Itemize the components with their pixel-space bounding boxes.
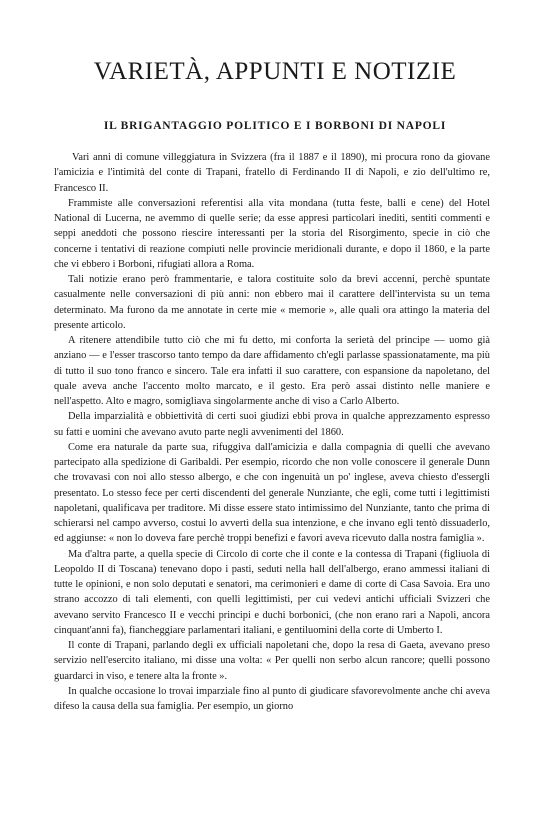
paragraph: Frammiste alle conversazioni referentisi alla vita mondana (tutta feste, balli e cene) del Hotel National di Lucerna, ne avemmo di quelle serie; da esse appresi particolari inediti, sentiti commenti e seppi aneddoti che possono riescire interessanti per la storia del Risorgimento, specie in ciò che concerne i tentativi di reazione compiuti nelle provincie meridionali durante, e dopo il 1860, e la parte che vi ebbero i Borboni, rifugiati allora a Roma. [54,197,490,270]
paragraph: Della imparzialità e obbiettività di certi suoi giudizi ebbi prova in qualche apprezzamento espresso su fatti e uomini che avevano avuto parte negli avvenimenti del 1860. [54,411,490,438]
paragraph: Il conte di Trapani, parlando degli ex ufficiali napoletani che, dopo la resa di Gaeta, avevano preso servizio nell'esercito italiano, mi disse una volta: « Per quelli non serbo alcun rancore; quelli possono guardarci in viso, e tenere alta la fronte ». [54,640,490,682]
paragraph: A ritenere attendibile tutto ciò che mi fu detto, mi conforta la serietà del principe — uomo già anziano — e l'esser trascorso tanto tempo da dare affidamento ch'egli parlasse spassionatamente, ma più di tutto il suo tono franco e sincero. Tale era infatti il suo carattere, con espansione da napoletano, del quale aveva anche l'accento molto marcato, e il gesto. Era però assai distinto nelle maniere e nell'aspetto. Alto e magro, somigliava singolarmente anche di viso a Carlo Alberto. [54,335,490,407]
paragraph: Tali notizie erano però frammentarie, e talora costituite solo da brevi accenni, perchè spuntate casualmente nelle conversazioni di più anni: non ebbero mai il carattere dell'intervista su un tema determinato. Ma furono da me annotate in certe mie « memorie », alle quali ora attingo la materia del presente articolo. [54,274,490,331]
paragraph: Come era naturale da parte sua, rifuggiva dall'amicizia e dalla compagnia di quelli che avevano partecipato alla spedizione di Garibaldi. Per esempio, ricordo che non volle conoscere il generale Dunn che trovavasi con noi allo stesso albergo, e che con ingenuità un po' inglese, aveva chiesto d'essergli presentato. Lo stesso fece per certi discendenti del generale Nunziante, che egli, come tutti i legittimisti napoletani, qualificava per traditore. Mi disse essere stato intimissimo del Nunziante, tanto che prima di schierarsi nel campo avverso, costui lo avvertì della sua intenzione, e che invano egli tentò dissuaderlo, ed aggiunse: « non lo doveva fare perchè troppi benefizi e favori aveva ricevuto dalla nostra famiglia ». [54,441,490,545]
page-title: VARIETÀ, APPUNTI E NOTIZIE [93,58,457,85]
paragraph: Ma d'altra parte, a quella specie di Circolo di corte che il conte e la contessa di Trapani (figliuola di Leopoldo II di Toscana) tenevano dopo i pasti, seduti nella hall dell'albergo, erano ammessi italiani di tutte le opinioni, e non solo deputati e senatori, ma cerimonieri e dame di corte di Casa Savoia. Era uno strano accozzo di tali elementi, con quelli legittimisti, per cui vedevi antichi ufficiali Svizzeri che avevano servito Francesco II e vecchi principi e duchi borbonici, (che non erano rari a Napoli, ancora cinquant'anni fa), fiancheggiare parlamentari italiani, e gentiluomini della corte di Umberto I. [54,548,490,636]
article-body [54,150,490,714]
article-title: IL BRIGANTAGGIO POLITICO E I BORBONI DI NAPOLI [103,120,447,132]
paragraph: In qualche occasione lo trovai imparziale fino al punto di giudicare sfavorevolmente anche chi aveva difeso la causa della sua famiglia. Per esempio, un giorno [54,685,490,712]
paragraph: Vari anni di comune villeggiatura in Svizzera (fra il 1887 e il 1890), mi procura rono da giovane l'amicizia e l'intimità del conte di Trapani, fratello di Ferdinando II di Napoli, e zio dell'ultimo re, Francesco II. [54,152,490,194]
